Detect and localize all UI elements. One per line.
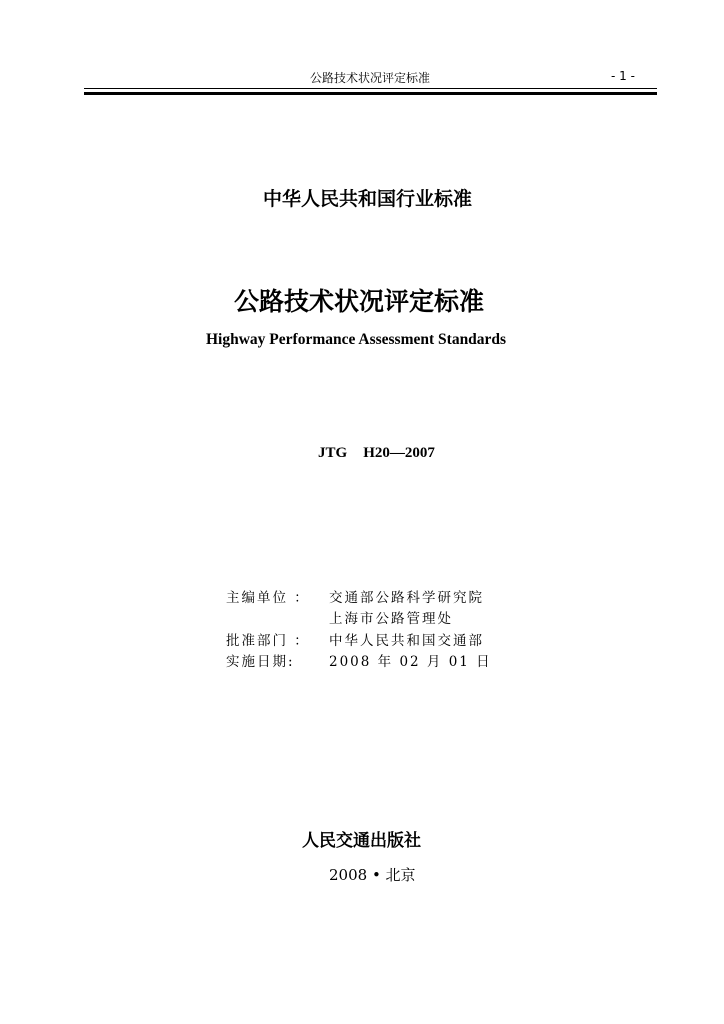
editor-value-1: 交通部公路科学研究院 xyxy=(329,590,484,606)
page-number: - 1 - xyxy=(611,69,635,83)
effective-date-value: 2008 年 02 月 01 日 xyxy=(329,654,492,670)
header-rule-thick xyxy=(84,92,657,95)
document-title-chinese: 公路技术状况评定标准 xyxy=(234,287,485,316)
editor-value-2: 上海市公路管理处 xyxy=(329,611,453,627)
effective-date-label: 实施日期: xyxy=(226,654,295,670)
header-rule-thin xyxy=(84,88,657,89)
standard-code-number: H20—2007 xyxy=(363,445,435,461)
standard-code xyxy=(318,445,435,462)
industry-standard-heading: 中华人民共和国行业标准 xyxy=(263,188,473,210)
publisher-name: 人民交通出版社 xyxy=(302,831,421,851)
editor-label: 主编单位 ： xyxy=(226,590,310,606)
approver-label: 批准部门 ： xyxy=(226,633,310,649)
standard-code-prefix: JTG xyxy=(318,445,348,461)
approver-value: 中华人民共和国交通部 xyxy=(329,633,484,649)
publication-year-place: 2008 • 北京 xyxy=(329,866,416,884)
document-title-english: Highway Performance Assessment Standards xyxy=(206,331,507,348)
running-header-title: 公路技术状况评定标准 xyxy=(310,71,431,85)
